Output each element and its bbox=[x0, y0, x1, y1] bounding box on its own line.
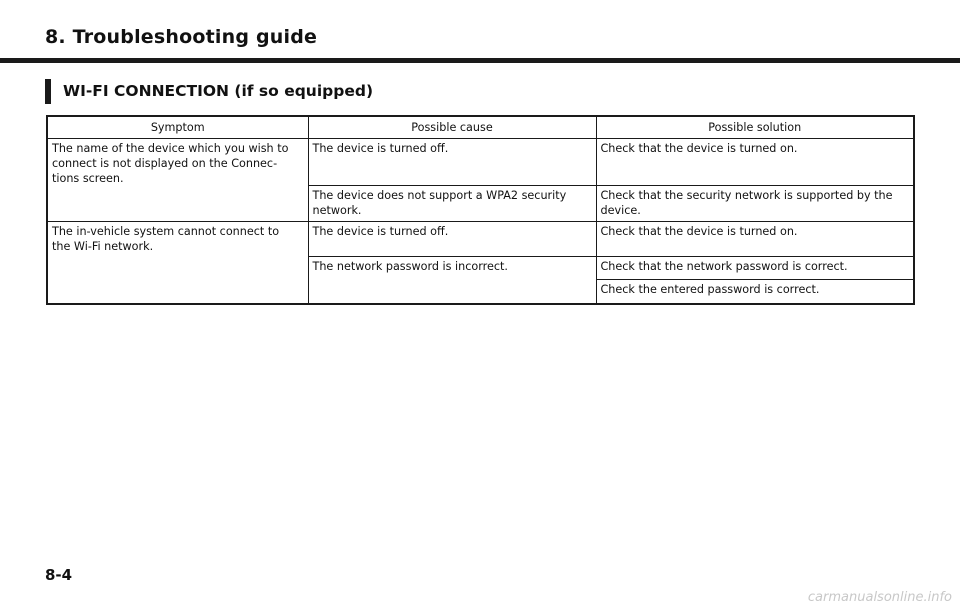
solution-cell: Check that the device is turned on. bbox=[596, 222, 914, 257]
solution-cell: Check that the device is turned on. bbox=[596, 139, 914, 186]
section-marker-bar bbox=[45, 79, 51, 104]
chapter-divider bbox=[0, 58, 960, 63]
solution-cell: Check that the security network is supported by the device. bbox=[596, 186, 914, 222]
header-possible-cause: Possible cause bbox=[308, 116, 596, 139]
chapter-title: 8. Troubleshooting guide bbox=[45, 26, 318, 48]
header-symptom: Symptom bbox=[47, 116, 308, 139]
page-number: 8-4 bbox=[45, 566, 73, 584]
cause-cell: The device is turned off. bbox=[308, 222, 596, 257]
symptom-cell: The in-vehicle system cannot connect to the Wi-Fi network. bbox=[47, 222, 308, 304]
solution-cell: Check the entered password is correct. bbox=[596, 280, 914, 304]
troubleshooting-table bbox=[46, 115, 915, 305]
cause-cell: The device is turned off. bbox=[308, 139, 596, 186]
solution-cell: Check that the network password is correct. bbox=[596, 257, 914, 280]
cause-cell: The network password is incorrect. bbox=[308, 257, 596, 304]
watermark-text: carmanualsonline.info bbox=[807, 590, 952, 605]
table-row bbox=[47, 139, 914, 186]
table-row bbox=[47, 222, 914, 257]
section-title: WI-FI CONNECTION (if so equipped) bbox=[63, 82, 374, 100]
header-possible-solution: Possible solution bbox=[596, 116, 914, 139]
symptom-cell: The name of the device which you wish to connect is not displayed on the Connec- tions screen. bbox=[47, 139, 308, 222]
table-header-row bbox=[47, 116, 914, 139]
cause-cell: The device does not support a WPA2 security network. bbox=[308, 186, 596, 222]
